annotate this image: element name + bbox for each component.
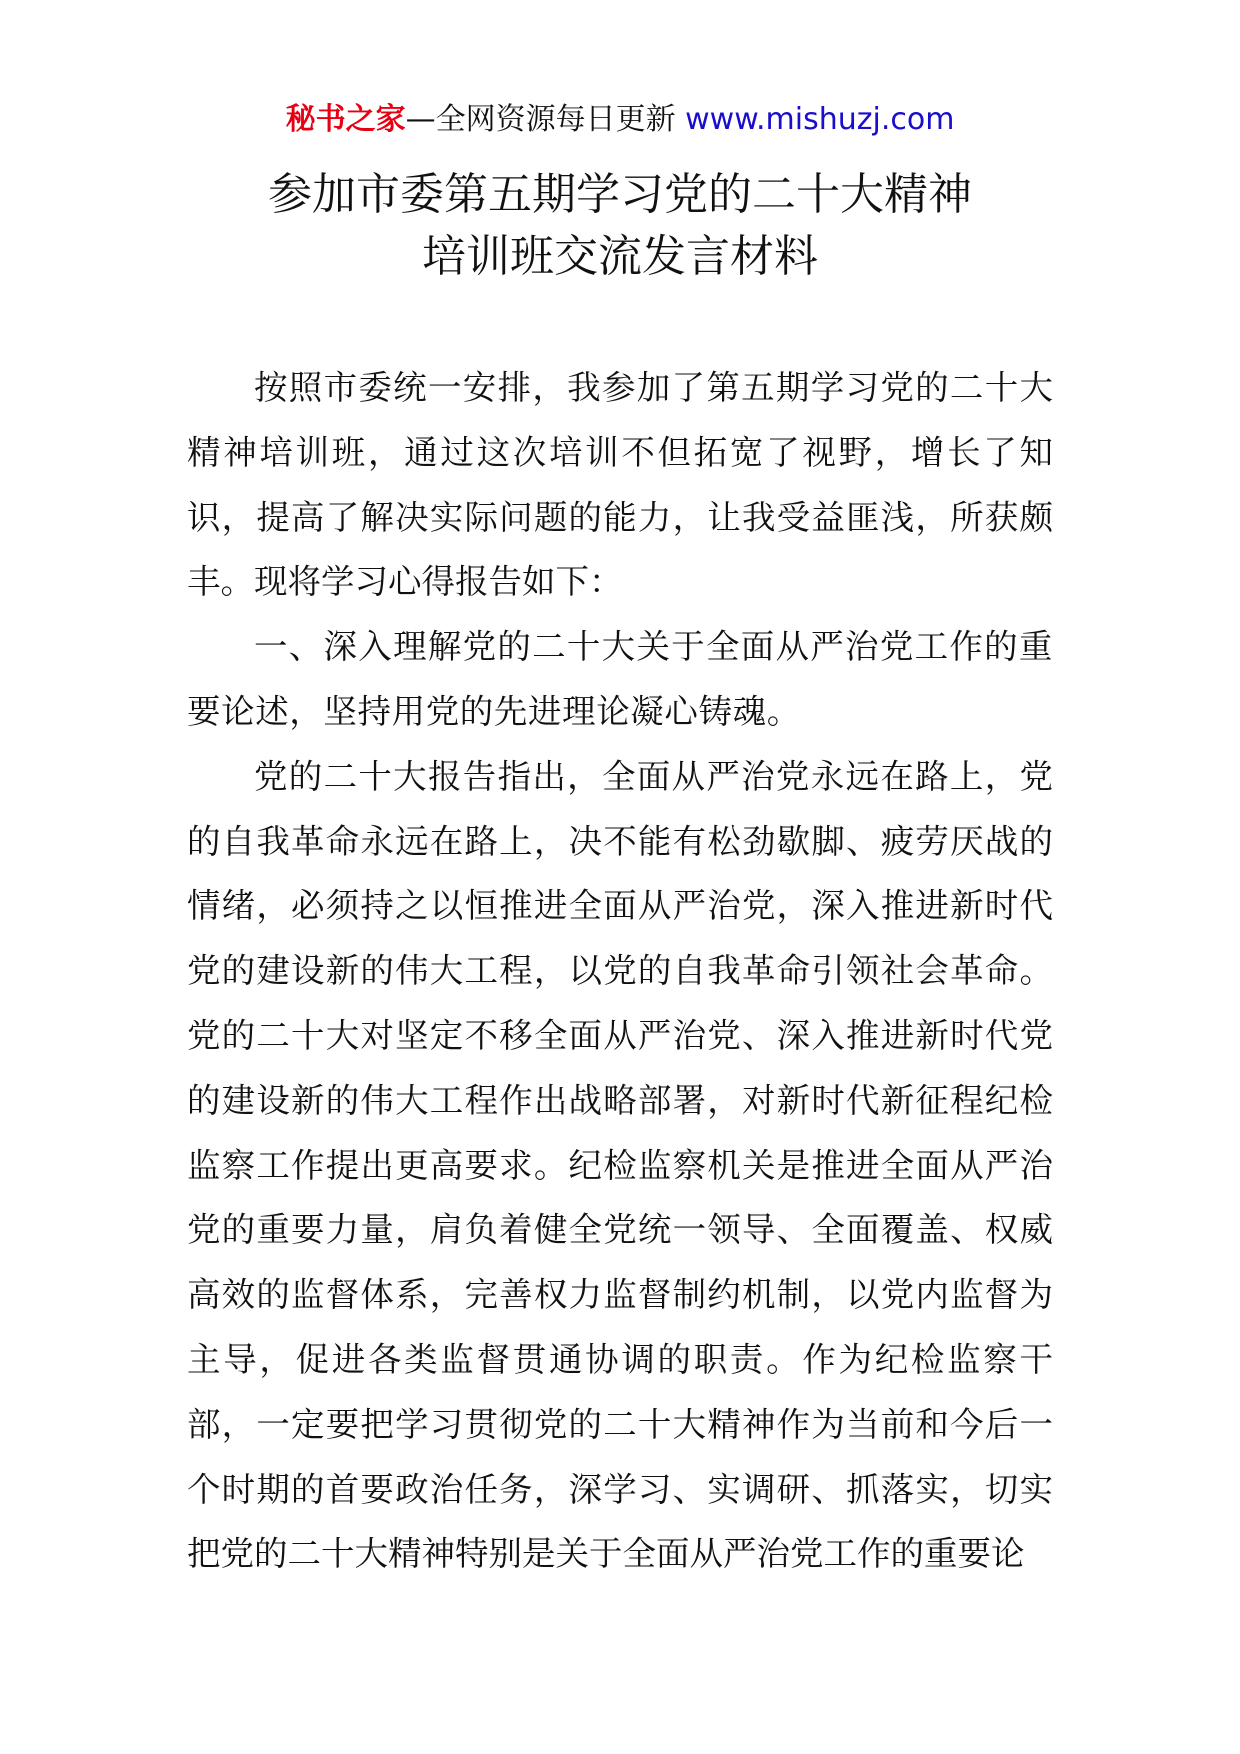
document-body xyxy=(187,356,1053,1587)
title-line-1: 参加市委第五期学习党的二十大精神 xyxy=(268,169,972,220)
paragraph-intro: 按照市委统一安排，我参加了第五期学习党的二十大精神培训班，通过这次培训不但拓宽了视野，增长了知识，提高了解决实际问题的能力，让我受益匪浅，所获颇丰。现将学习心得报告如下： xyxy=(187,368,1053,602)
header-tagline: —全网资源每日更新 xyxy=(405,102,676,137)
site-url-link[interactable]: www.mishuzj.com xyxy=(685,102,955,137)
brand-name: 秘书之家 xyxy=(285,102,406,137)
watermark-header xyxy=(0,100,1240,140)
paragraph-body: 党的二十大报告指出，全面从严治党永远在路上，党的自我革命永远在路上，决不能有松劲歇脚、疲劳厌战的情绪，必须持之以恒推进全面从严治党，深入推进新时代党的建设新的伟大工程，以党的自我革命引领社会革命。党的二十大对坚定不移全面从严治党、深入推进新时代党的建设新的伟大工程作出战略部署，对新时代新征程纪检监察工作提出更高要求。纪检监察机关是推进全面从严治党的重要力量，肩负着健全党统一领导、全面覆盖、权威高效的监督体系，完善权力监督制约机制，以党内监督为主导，促进各类监督贯通协调的职责。作为纪检监察干部，一定要把学习贯彻党的二十大精神作为当前和今后一个时期的首要政治任务，深学习、实调研、抓落实，切实把党的二十大精神特别是关于全面从严治党工作的重要论 xyxy=(187,756,1053,1574)
section-heading-1: 一、深入理解党的二十大关于全面从严治党工作的重要论述，坚持用党的先进理论凝心铸魂。 xyxy=(187,627,1053,731)
document-title xyxy=(0,164,1240,288)
title-line-2: 培训班交流发言材料 xyxy=(422,231,818,282)
